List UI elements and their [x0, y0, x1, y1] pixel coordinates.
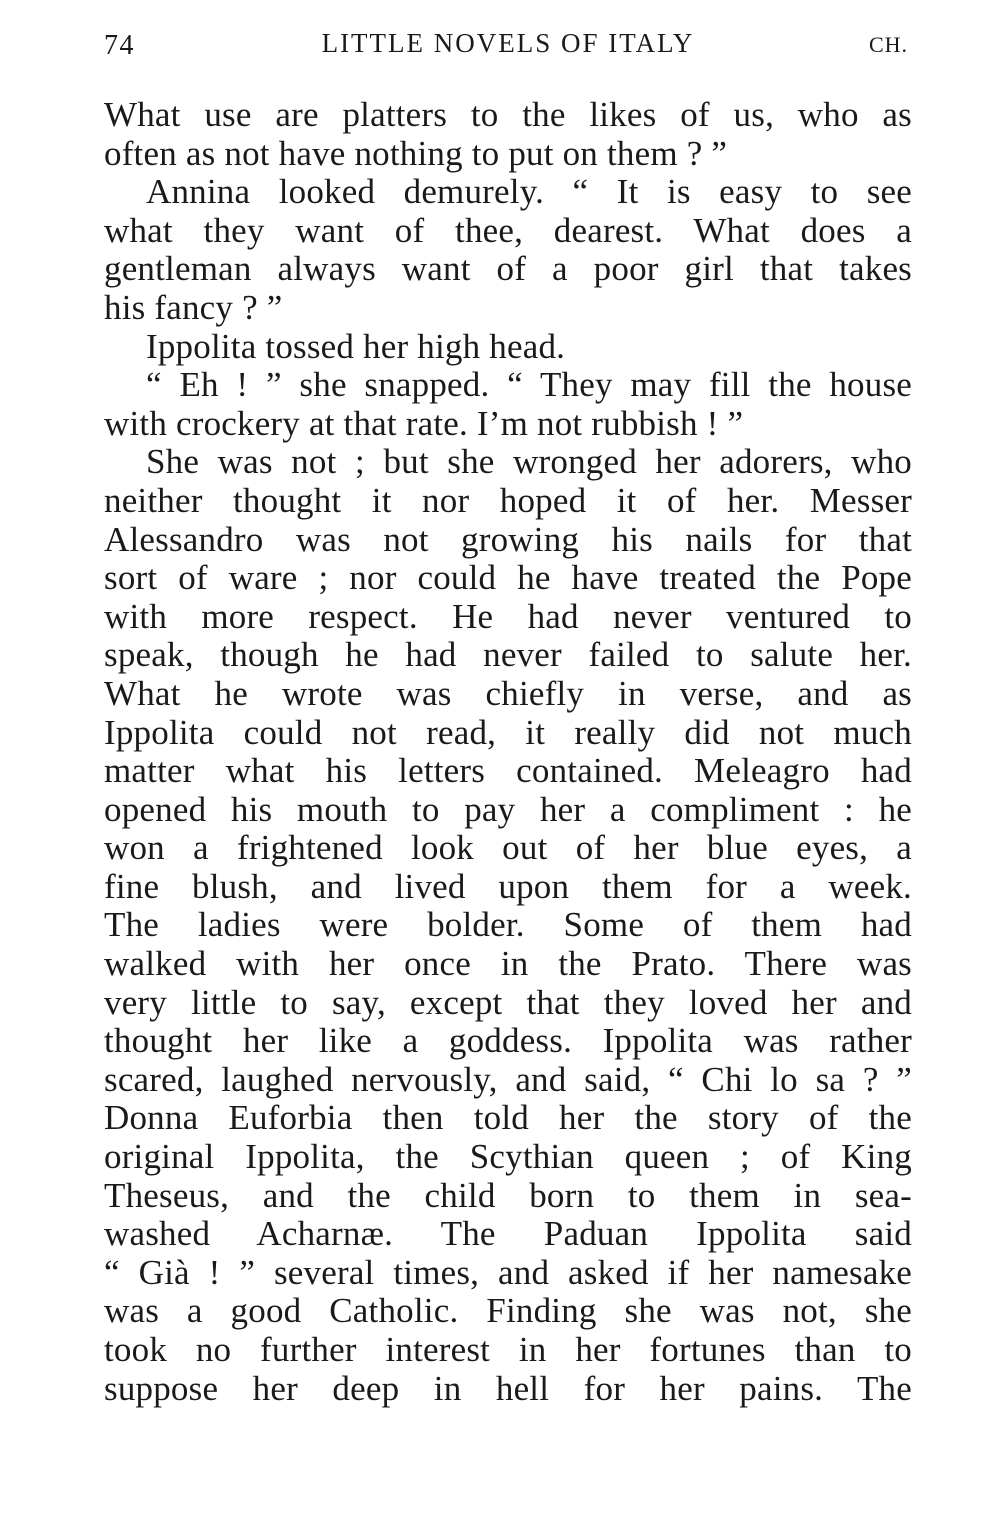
chapter-mark: CH.: [868, 32, 908, 57]
body-text: [104, 96, 912, 1408]
text-line: She was not ; but she wronged her adorers, who: [146, 442, 912, 482]
text-line: What he wrote was chiefly in verse, and as: [104, 673, 912, 713]
text-line: thought her like a goddess. Ippolita was rather: [104, 1021, 912, 1061]
text-line: matter what his letters contained. Meleagro had: [104, 751, 912, 791]
text-line: opened his mouth to pay her a compliment : he: [104, 789, 912, 829]
page-number: 74: [104, 30, 135, 61]
text-line: “ Eh ! ” she snapped. “ They may fill the house: [146, 365, 912, 405]
text-line: speak, though he had never failed to salute her.: [104, 635, 912, 675]
text-line: fine blush, and lived upon them for a week.: [104, 866, 912, 906]
text-line: “ Già ! ” several times, and asked if her namesake: [104, 1252, 912, 1292]
text-line: scared, laughed nervously, and said, “ Chi lo sa ? ”: [104, 1059, 912, 1099]
text-line: Donna Euforbia then told her the story of the: [104, 1098, 912, 1138]
text-line: The ladies were bolder. Some of them had: [104, 905, 912, 945]
text-line: took no further interest in her fortunes than to: [104, 1330, 912, 1369]
text-line: Alessandro was not growing his nails for that: [104, 519, 912, 559]
text-line: walked with her once in the Prato. There was: [104, 944, 912, 984]
text-line: Ippolita tossed her high head.: [146, 326, 566, 366]
text-line: with more respect. He had never ventured to: [104, 596, 912, 636]
text-line: was a good Catholic. Finding she was not, she: [104, 1291, 912, 1331]
text-line: Ippolita could not read, it really did not much: [104, 712, 912, 752]
book-page: [104, 22, 912, 1408]
text-line: suppose her deep in hell for her pains. The: [104, 1368, 912, 1408]
text-line: sort of ware ; nor could he have treated the Pope: [104, 558, 912, 598]
text-line: often as not have nothing to put on them ? ”: [104, 133, 728, 173]
text-line: original Ippolita, the Scythian queen ; of King: [104, 1137, 912, 1177]
text-line: Annina looked demurely. “ It is easy to see: [146, 172, 912, 212]
text-line: washed Acharnæ. The Paduan Ippolita said: [104, 1214, 912, 1254]
text-line: What use are platters to the likes of us, who as: [104, 95, 912, 134]
text-line: with crockery at that rate. I’m not rubbish ! ”: [104, 403, 744, 443]
running-head: [104, 22, 912, 62]
text-line: his fancy ? ”: [104, 287, 283, 327]
text-line: very little to say, except that they loved her and: [104, 982, 912, 1022]
text-line: won a frightened look out of her blue eyes, a: [104, 828, 912, 868]
text-line: Theseus, and the child born to them in sea-: [104, 1175, 912, 1215]
book-title: LITTLE NOVELS OF ITALY: [321, 28, 695, 58]
text-line: gentleman always want of a poor girl that takes: [104, 249, 912, 289]
text-line: neither thought it nor hoped it of her. Messer: [104, 480, 912, 520]
text-line: what they want of thee, dearest. What does a: [104, 210, 912, 250]
